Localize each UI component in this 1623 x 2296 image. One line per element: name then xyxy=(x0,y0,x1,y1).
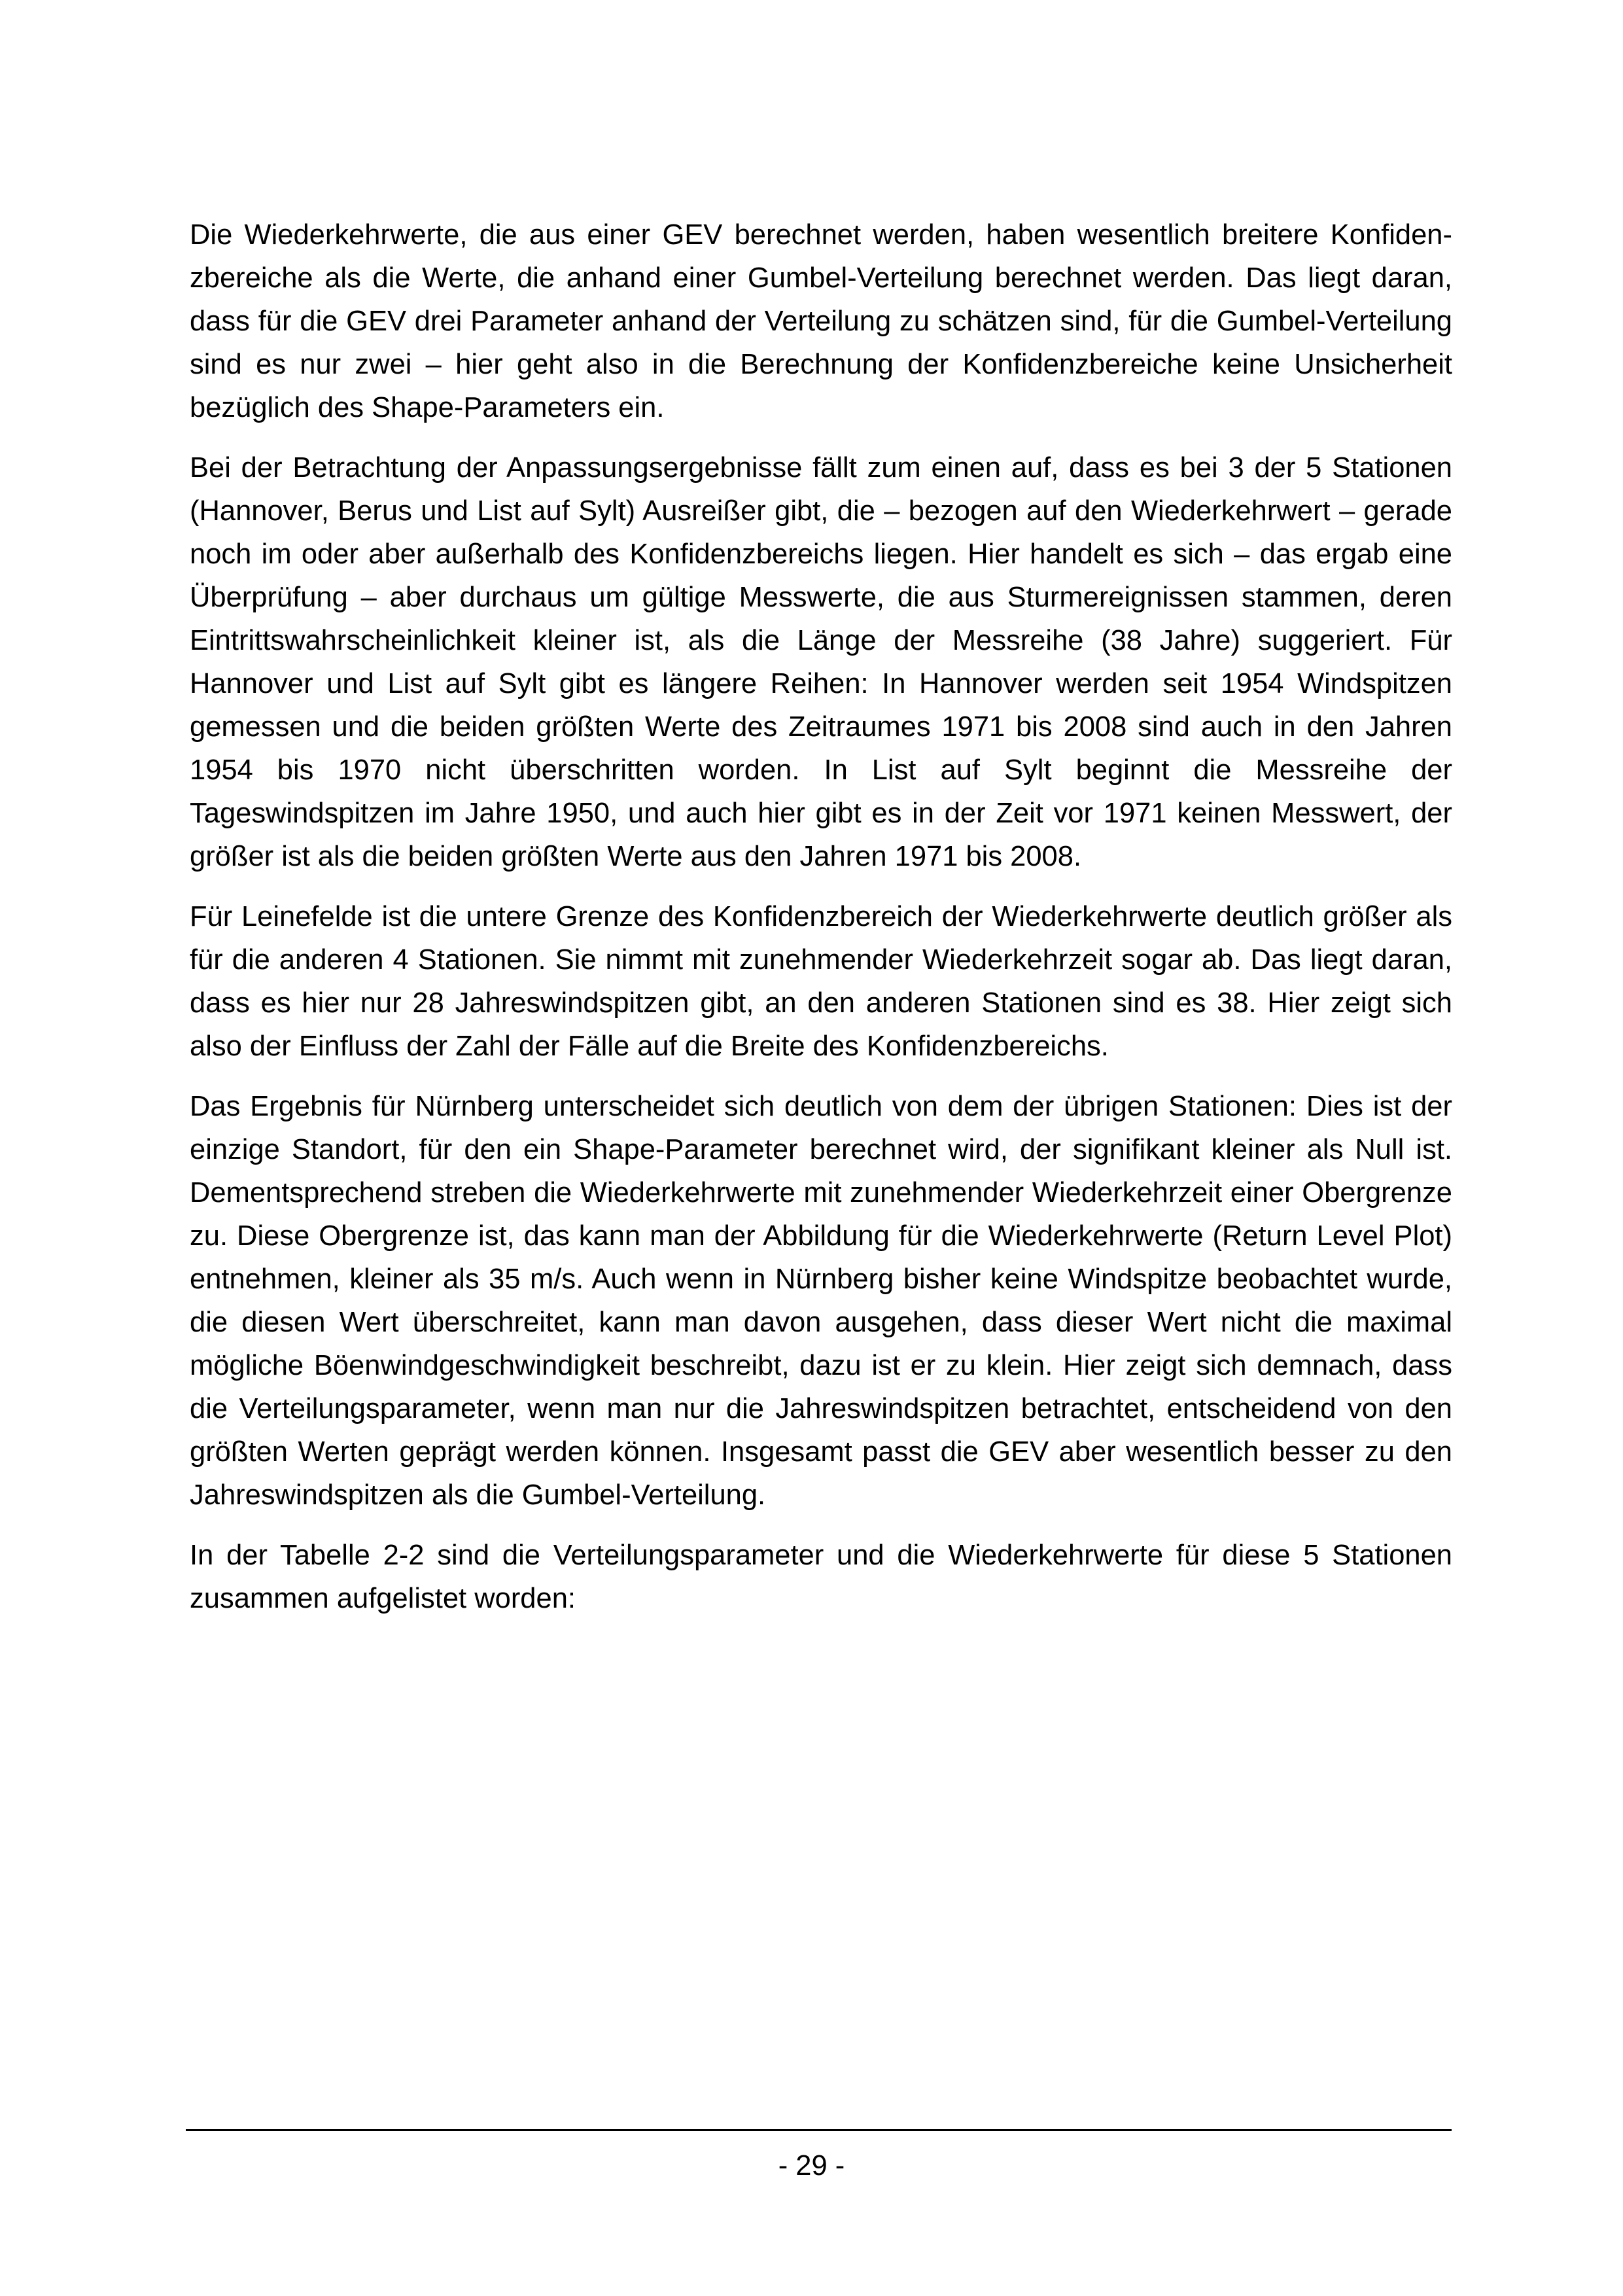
paragraph-leinefelde: Für Leinefelde ist die untere Grenze des Konfidenzbereich der Wiederkehrwerte deutlich größer als für die anderen 4 Stationen. Sie nimmt mit zunehmender Wiederkehrzeit sogar ab. Das liegt daran, dass es hier nur 28 Jahreswindspitzen gibt, an den anderen Stationen sind es 38. Hier zeigt sich also der Einfluss der Zahl der Fälle auf die Breite des Konfidenzbereichs. xyxy=(190,901,1452,1062)
page-number: - 29 - xyxy=(778,2150,845,2181)
footer-divider xyxy=(186,2129,1452,2131)
body-text xyxy=(190,213,1452,1637)
paragraph-nuernberg: Das Ergebnis für Nürnberg unterscheidet sich deutlich von dem der übrigen Stationen: Dies ist der einzige Standort, für den ein Shape-Parameter berechnet wird, der signifikant kleiner als Null ist. Dementsprechend streben die Wiederkehrwerte mit zunehmender Wiederkehrzeit einer Obergrenze zu. Diese Obergrenze ist, das kann man der Abbildung für die Wiederkehrwerte (Return Level Plot) entnehmen, kleiner als 35 m/s. Auch wenn in Nürnberg bisher keine Windspitze beobachtet wurde, die diesen Wert überschreitet, kann man davon ausgehen, dass dieser Wert nicht die maximal mögliche Böenwindgeschwindigkeit beschreibt, dazu ist er zu klein. Hier zeigt sich demnach, dass die Verteilungsparameter, wenn man nur die Jahreswindspitzen betrachtet, entscheidend von den größten Werten geprägt werden können. Insgesamt passt die GEV aber wesentlich besser zu den Jahreswindspitzen als die Gumbel-Verteilung. xyxy=(190,1091,1452,1511)
paragraph-gev-confidence: Die Wiederkehrwerte, die aus einer GEV berechnet werden, haben wesentlich breitere Konfidenzbereiche als die Werte, die anhand einer Gumbel-Verteilung berechnet werden. Das liegt daran, dass für die GEV drei Parameter anhand der Verteilung zu schätzen sind, für die Gumbel-Verteilung sind es nur zwei – hier geht also in die Berechnung der Konfidenzbereiche keine Unsicherheit bezüglich des Shape-Parameters ein. xyxy=(190,219,1452,423)
paragraph-table-reference: In der Tabelle 2-2 sind die Verteilungsparameter und die Wiederkehrwerte für diese 5 Stationen zusammen aufgelistet worden: xyxy=(190,1540,1452,1614)
paragraph-outliers: Bei der Betrachtung der Anpassungsergebnisse fällt zum einen auf, dass es bei 3 der 5 Stationen (Hannover, Berus und List auf Sylt) Ausreißer gibt, die – bezogen auf den Wiederkehrwert – gerade noch im oder aber außerhalb des Konfidenzbereichs liegen. Hier handelt es sich – das ergab eine Überprüfung – aber durchaus um gültige Messwerte, die aus Sturmereignissen stammen, deren Eintrittswahrscheinlichkeit kleiner ist, als die Länge der Messreihe (38 Jahre) suggeriert. Für Hannover und List auf Sylt gibt es längere Reihen: In Hannover werden seit 1954 Windspitzen gemessen und die beiden größten Werte des Zeitraumes 1971 bis 2008 sind auch in den Jahren 1954 bis 1970 nicht überschritten worden. In List auf Sylt beginnt die Messreihe der Tageswindspitzen im Jahre 1950, und auch hier gibt es in der Zeit vor 1971 keinen Messwert, der größer ist als die beiden größten Werte aus den Jahren 1971 bis 2008. xyxy=(190,452,1452,872)
